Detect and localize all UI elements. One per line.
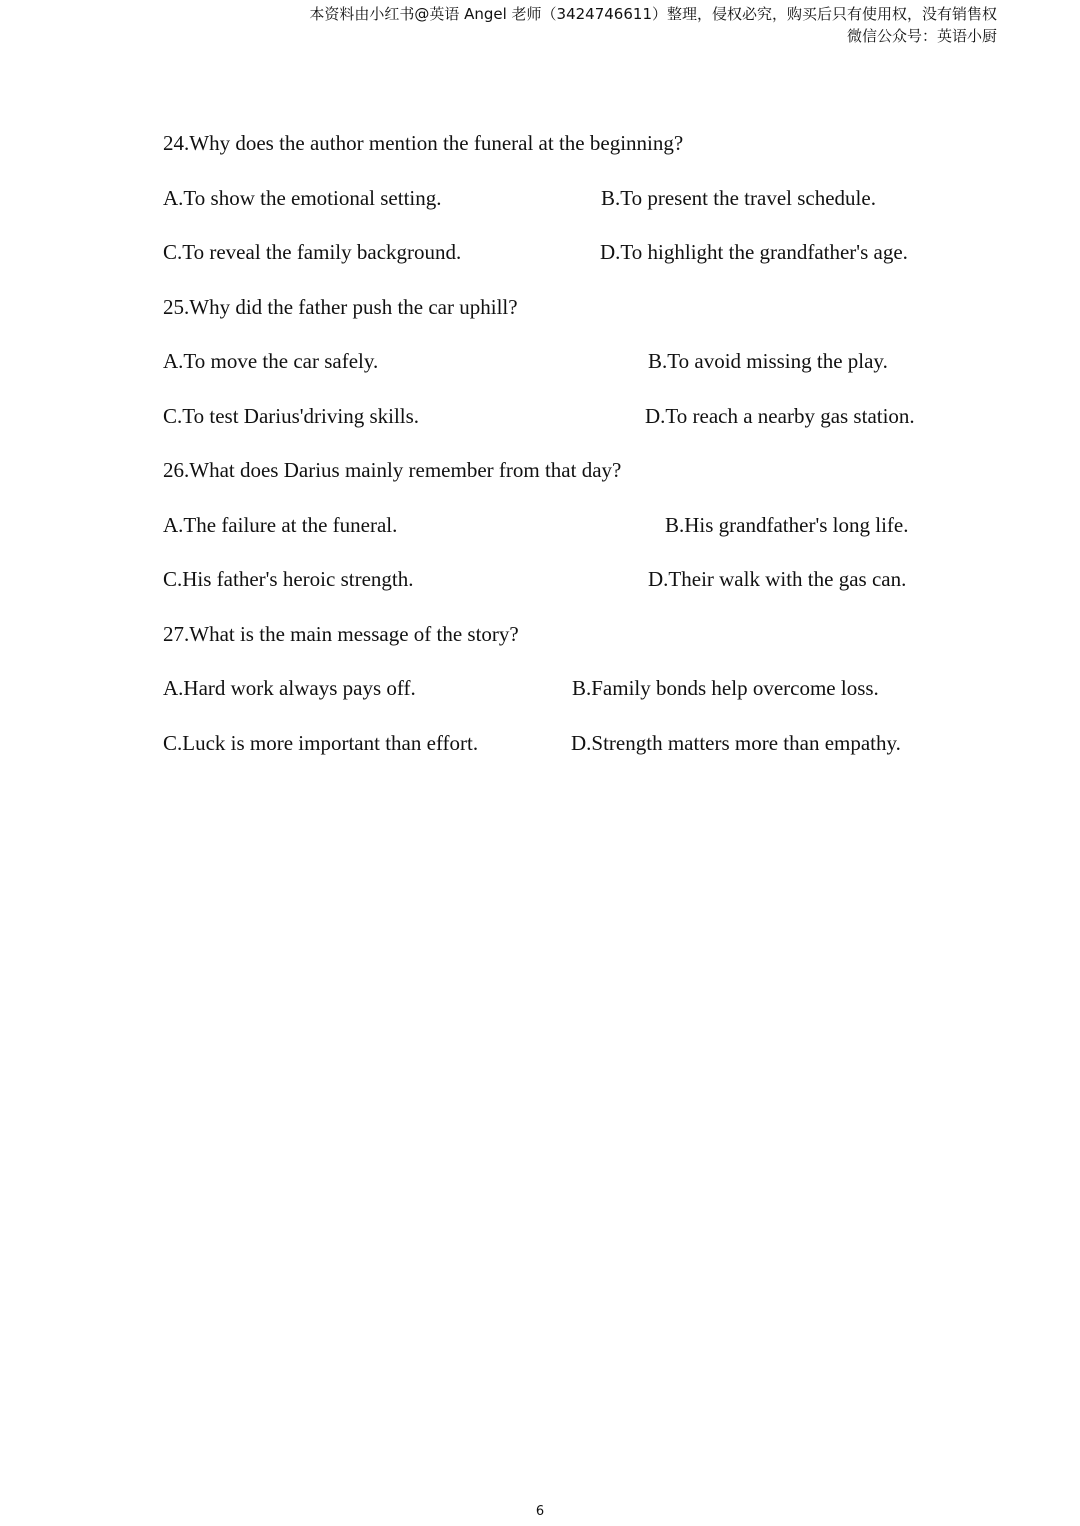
question-26-stem: 26.What does Darius mainly remember from that day? — [163, 458, 622, 482]
question-25-option-b: B.To avoid missing the play. — [648, 349, 888, 373]
question-25-stem: 25.Why did the father push the car uphill? — [163, 295, 518, 319]
question-27-option-b: B.Family bonds help overcome loss. — [572, 676, 879, 700]
question-24-option-b: B.To present the travel schedule. — [601, 186, 876, 210]
question-27-stem: 27.What is the main message of the story? — [163, 622, 519, 646]
page-number: 6 — [535, 1504, 545, 1519]
question-26-option-d: D.Their walk with the gas can. — [648, 567, 907, 591]
question-24-stem: 24.Why does the author mention the funeral at the beginning? — [163, 131, 684, 155]
question-24-option-d: D.To highlight the grandfather's age. — [600, 240, 908, 264]
question-27-option-c: C.Luck is more important than effort. — [163, 731, 479, 755]
question-26-option-a: A.The failure at the funeral. — [163, 513, 398, 537]
page-header — [309, 3, 997, 47]
question-24-option-a: A.To show the emotional setting. — [163, 186, 442, 210]
question-25-option-c: C.To test Darius'driving skills. — [163, 404, 420, 428]
question-26-option-c: C.His father's heroic strength. — [163, 567, 414, 591]
question-25-option-a: A.To move the car safely. — [163, 349, 379, 373]
question-25-option-d: D.To reach a nearby gas station. — [645, 404, 915, 428]
header-wechat-line: 微信公众号：英语小厨 — [846, 27, 997, 45]
question-26-option-b: B.His grandfather's long life. — [665, 513, 909, 537]
question-27-option-a: A.Hard work always pays off. — [163, 676, 416, 700]
question-24-option-c: C.To reveal the family background. — [163, 240, 462, 264]
question-27-option-d: D.Strength matters more than empathy. — [571, 731, 901, 755]
header-copyright-line: 本资料由小红书@英语 Angel 老师（3424746611）整理，侵权必究，购买后只有使用权，没有销售权 — [309, 5, 997, 23]
